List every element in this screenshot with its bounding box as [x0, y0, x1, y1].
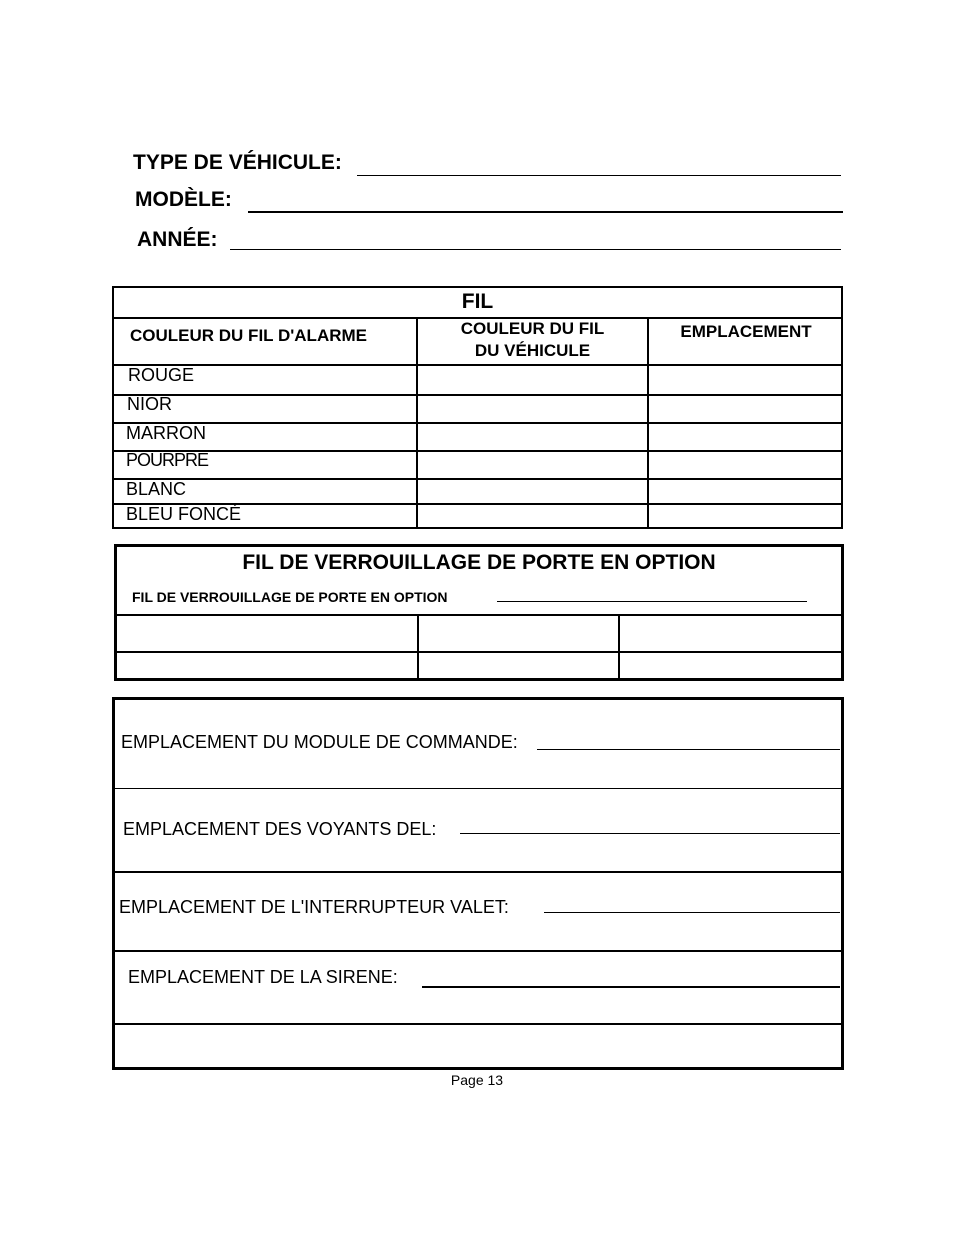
divider: [115, 788, 841, 789]
divider: [114, 478, 841, 480]
leds-label: EMPLACEMENT DES VOYANTS DEL:: [123, 819, 437, 839]
door-lock-title: FIL DE VERROUILLAGE DE PORTE EN OPTION: [242, 551, 716, 574]
divider: [115, 1023, 841, 1025]
row-label-dark-blue: BLEU FONCÉ: [126, 504, 242, 524]
vehicle-type-label: TYPE DE VÉHICULE:: [133, 151, 342, 174]
siren-label: EMPLACEMENT DE LA SIRENE:: [128, 967, 398, 987]
header-alarm-color: COULEUR DU FIL D'ALARME: [130, 326, 367, 345]
row-label-white: BLANC: [126, 479, 187, 499]
model-label: MODÈLE:: [135, 188, 232, 211]
divider: [117, 614, 841, 616]
row-label-black: NIOR: [127, 394, 172, 414]
column-divider: [417, 614, 419, 681]
wire-table: [112, 286, 843, 529]
column-divider: [618, 614, 620, 681]
siren-field[interactable]: [422, 986, 840, 988]
model-field[interactable]: [248, 211, 843, 213]
row-label-red: ROUGE: [128, 365, 195, 385]
divider: [115, 871, 841, 873]
valet-switch-label: EMPLACEMENT DE L'INTERRUPTEUR VALET:: [119, 897, 509, 917]
door-lock-table: [114, 544, 844, 681]
year-label: ANNÉE:: [137, 228, 218, 251]
door-lock-field-label: FIL DE VERROUILLAGE DE PORTE EN OPTION: [132, 589, 448, 605]
divider: [114, 394, 841, 396]
header-location: EMPLACEMENT: [680, 322, 812, 341]
row-label-brown: MARRON: [126, 423, 206, 443]
divider: [114, 364, 841, 366]
divider: [117, 651, 841, 653]
valet-switch-field[interactable]: [544, 912, 840, 913]
year-field[interactable]: [230, 249, 841, 250]
header-vehicle-color-line2: DU VÉHICULE: [474, 341, 591, 360]
row-label-purple: POURPRE: [126, 450, 209, 470]
wire-table-title: FIL: [461, 290, 494, 313]
control-module-field[interactable]: [537, 749, 840, 750]
page-number: Page 13: [450, 1072, 504, 1088]
divider: [114, 450, 841, 452]
header-vehicle-color: [418, 318, 647, 362]
divider: [115, 950, 841, 952]
locations-box: [112, 697, 844, 1070]
control-module-label: EMPLACEMENT DU MODULE DE COMMANDE:: [121, 732, 518, 752]
door-lock-field[interactable]: [497, 601, 807, 602]
divider: [114, 422, 841, 424]
vehicle-type-field[interactable]: [357, 175, 841, 176]
header-vehicle-color-line1: COULEUR DU FIL: [460, 319, 605, 338]
leds-field[interactable]: [460, 833, 840, 834]
